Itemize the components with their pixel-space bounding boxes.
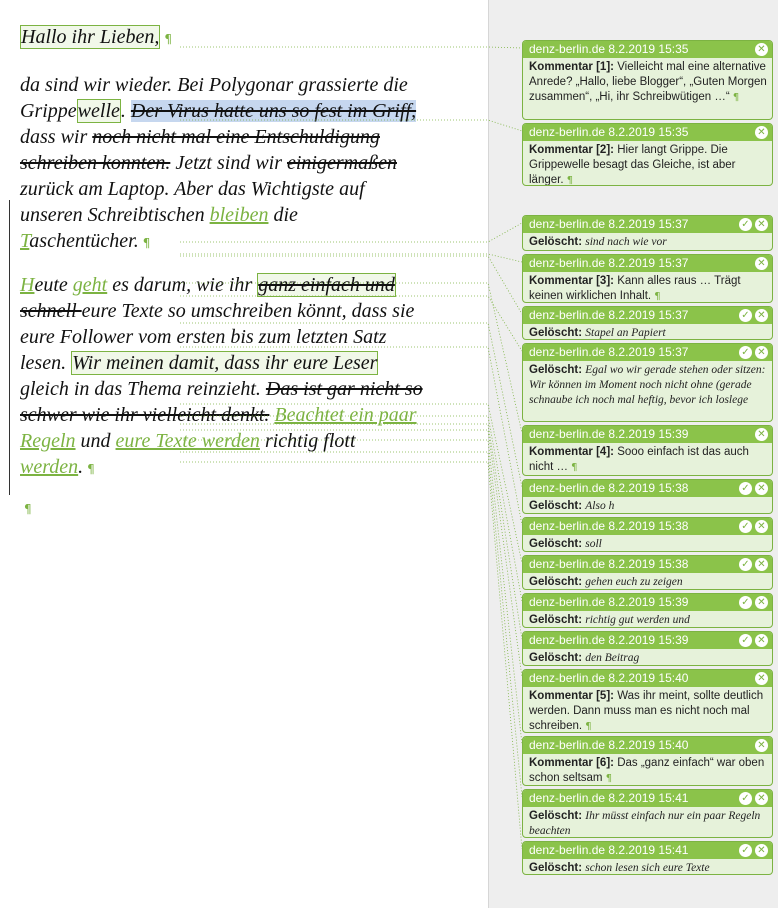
close-icon[interactable]: ✕ [755,844,768,857]
comment-body[interactable] [523,859,772,875]
comment-label: Gelöscht: [529,810,583,822]
deletion-card[interactable] [522,306,773,340]
comment-header [523,307,772,324]
comment-header [523,556,772,573]
connector-line [180,254,522,262]
close-icon[interactable]: ✕ [755,126,768,139]
connector-line [180,462,522,849]
comment-label: Kommentar [6]: [529,757,614,769]
comment-header [523,124,772,141]
comment-text: richtig gut werden und [585,614,690,626]
connector-line [180,416,522,601]
comment-author: denz-berlin.de 8.2.2019 15:38 [529,557,689,571]
check-icon[interactable]: ✓ [739,558,752,571]
pilcrow-icon: ¶ [582,721,592,732]
connector-line [180,223,522,242]
body-text[interactable]: die [268,204,298,226]
comment-body[interactable] [523,687,772,733]
close-icon[interactable]: ✕ [755,792,768,805]
comment-author: denz-berlin.de 8.2.2019 15:41 [529,791,689,805]
deletion-card[interactable] [522,215,773,251]
comment-text: Stapel an Papiert [585,327,666,339]
comment-body[interactable] [523,535,772,552]
connector-line [180,452,522,797]
comment-label: Gelöscht: [529,364,583,376]
connector-line [180,256,522,314]
inserted-text[interactable]: werden [20,456,79,478]
comment-label: Gelöscht: [529,327,583,339]
comment-author: denz-berlin.de 8.2.2019 15:37 [529,345,689,359]
comment-text: soll [585,538,602,550]
comment-body[interactable] [523,443,772,476]
body-text[interactable]: zurück am Laptop. Aber das Wichtigste auf [20,178,365,200]
comment-text: gehen euch zu zeigen [585,576,683,588]
comment-text: schon lesen sich eure Texte [585,862,710,874]
connector-line [180,440,522,744]
inserted-text[interactable]: bleiben [209,204,269,226]
check-icon[interactable]: ✓ [739,520,752,533]
connector-line [180,347,522,525]
comment-header [523,41,772,58]
comment-body[interactable] [523,573,772,590]
comment-body[interactable] [523,807,772,838]
comment-label: Gelöscht: [529,862,583,874]
deleted-text[interactable]: schnell [20,300,82,322]
body-text[interactable]: eute [34,274,73,296]
comment-card[interactable] [522,736,773,786]
comment-card[interactable] [522,40,773,120]
comment-author: denz-berlin.de 8.2.2019 15:38 [529,481,689,495]
body-text[interactable]: lesen. [20,352,72,374]
inserted-text[interactable]: Regeln [20,430,76,452]
comment-body[interactable] [523,233,772,251]
pilcrow-icon: ¶ [563,175,574,186]
deleted-text[interactable]: noch nicht mal eine Entschuldigung [92,126,380,148]
connector-line [180,430,522,677]
comment-card[interactable] [522,669,773,733]
comment-header [523,790,772,807]
comment-body[interactable] [523,324,772,340]
comment-text: Was ihr meint, sollte deutlich werden. Dann muss man es nicht noch mal schreiben. [529,690,764,732]
comment-label: Kommentar [2]: [529,144,614,156]
comment-body[interactable] [523,754,772,786]
comment-body[interactable] [523,649,772,666]
comment-label: Gelöscht: [529,652,583,664]
check-icon[interactable]: ✓ [739,596,752,609]
comment-text: Kann alles raus … Trägt keinen wirklichen Inhalt. [529,275,741,302]
comment-label: Kommentar [5]: [529,690,614,702]
comment-author: denz-berlin.de 8.2.2019 15:37 [529,256,689,270]
check-icon[interactable]: ✓ [739,792,752,805]
comment-author: denz-berlin.de 8.2.2019 15:35 [529,42,689,56]
comment-label: Kommentar [3]: [529,275,614,287]
body-text[interactable]: da sind wir wieder. Bei Polygonar grassierte die [20,74,408,96]
check-icon[interactable]: ✓ [739,309,752,322]
comment-header [523,344,772,361]
body-text[interactable]: Hallo ihr Lieben, [21,26,160,48]
connector-line [180,404,522,563]
body-text[interactable]: Grippe [20,100,77,122]
comment-card[interactable] [522,123,773,186]
connector-line [180,283,522,433]
deletion-card[interactable] [522,479,773,514]
close-icon[interactable]: ✕ [755,558,768,571]
body-text[interactable]: gleich in das Thema reinzieht. [20,378,266,400]
deletion-card[interactable] [522,593,773,628]
connector-line [180,47,522,48]
check-icon[interactable]: ✓ [739,634,752,647]
body-text[interactable]: eure Texte so umschreiben könnt, dass sie [81,300,415,322]
connector-line [180,424,522,639]
comment-label: Gelöscht: [529,500,583,512]
comment-label: Gelöscht: [529,538,583,550]
comment-text: Vielleicht mal eine alternative Anrede? „Hallo, liebe Blogger“, „Guten Morgen zusammen“, „Hi, ihr Schreibwütigen …“ [529,61,767,103]
close-icon[interactable]: ✕ [755,309,768,322]
connector-line [180,120,522,131]
body-text[interactable]: aschentücher. [29,230,139,252]
comment-body[interactable] [523,141,772,186]
body-text[interactable]: . [120,100,131,122]
inserted-text[interactable]: Beachtet ein paar [274,404,417,426]
body-text[interactable]: unseren Schreibtischen [20,204,210,226]
deletion-card[interactable] [522,631,773,666]
body-text[interactable]: . [78,456,84,478]
close-icon[interactable]: ✕ [755,520,768,533]
comment-header [523,842,772,859]
pilcrow-icon: ¶ [24,502,32,516]
comment-text: sind nach wie vor [585,236,667,248]
body-text[interactable]: Wir meinen damit, dass ihr eure Leser [72,352,378,374]
check-icon[interactable]: ✓ [739,844,752,857]
comment-label: Gelöscht: [529,576,583,588]
pilcrow-icon: ¶ [729,92,740,103]
comment-header [523,480,772,497]
close-icon[interactable]: ✕ [755,596,768,609]
close-icon[interactable]: ✕ [755,43,768,56]
inserted-text[interactable]: eure Texte werden [115,430,260,452]
deleted-text[interactable]: schwer wie ihr vielleicht denkt. [20,404,270,426]
comment-header [523,518,772,535]
pilcrow-icon: ¶ [602,773,613,784]
comment-header [523,255,772,272]
deleted-text[interactable]: einigermaßen [287,152,397,174]
comment-header [523,632,772,649]
deleted-text[interactable]: ganz einfach und [258,274,395,296]
comment-body[interactable] [523,611,772,628]
inserted-text[interactable]: H [20,274,35,296]
deleted-text[interactable]: schreiben konnten. [20,152,171,174]
close-icon[interactable]: ✕ [755,672,768,685]
close-icon[interactable]: ✕ [755,428,768,441]
comment-body[interactable] [523,361,772,411]
comment-label: Gelöscht: [529,236,583,248]
deleted-text[interactable]: Der Virus hatte uns so fest im Griff, [130,100,417,122]
comment-header [523,426,772,443]
deletion-card[interactable] [522,841,773,875]
comment-text: den Beitrag [585,652,640,664]
comment-text: Sooo einfach ist das auch nicht … [529,446,749,473]
deletion-card[interactable] [522,343,773,422]
close-icon[interactable]: ✕ [755,739,768,752]
pilcrow-icon: ¶ [164,32,172,46]
comment-text: Also h [585,500,615,512]
deletion-card[interactable] [522,789,773,838]
comment-card[interactable] [522,425,773,476]
comment-header [523,737,772,754]
comment-author: denz-berlin.de 8.2.2019 15:35 [529,125,689,139]
comment-header [523,670,772,687]
comment-body[interactable] [523,497,772,514]
pilcrow-icon: ¶ [568,462,578,473]
comment-author: denz-berlin.de 8.2.2019 15:37 [529,308,689,322]
body-text[interactable]: und [75,430,116,452]
check-icon[interactable]: ✓ [739,346,752,359]
comment-text: Das „ganz einfach“ war oben schon seltsam [529,757,765,784]
body-text[interactable]: welle [77,100,120,122]
comment-text: Hier langt Grippe. Die Grippewelle besagt das Gleiche, ist aber länger. [529,144,736,186]
comment-author: denz-berlin.de 8.2.2019 15:39 [529,633,689,647]
comment-label: Kommentar [1]: [529,61,614,73]
body-text[interactable]: richtig flott [259,430,356,452]
close-icon[interactable]: ✕ [755,634,768,647]
comment-text: Ihr müsst einfach nur ein paar Regeln beachten [529,810,761,837]
connector-line [180,296,522,351]
pilcrow-icon: ¶ [87,462,95,476]
close-icon[interactable]: ✕ [755,482,768,495]
comment-card[interactable] [522,254,773,303]
close-icon[interactable]: ✕ [755,257,768,270]
comment-author: denz-berlin.de 8.2.2019 15:40 [529,671,689,685]
inserted-text[interactable]: geht [72,274,108,296]
comment-header [523,594,772,611]
comment-author: denz-berlin.de 8.2.2019 15:38 [529,519,689,533]
close-icon[interactable]: ✕ [755,346,768,359]
comment-author: denz-berlin.de 8.2.2019 15:40 [529,738,689,752]
comment-label: Kommentar [4]: [529,446,614,458]
pilcrow-icon: ¶ [142,236,151,250]
comment-author: denz-berlin.de 8.2.2019 15:37 [529,217,689,231]
deleted-text[interactable]: Das ist gar nicht so [265,378,423,400]
comment-label: Gelöscht: [529,614,583,626]
inserted-text[interactable]: T [20,230,30,252]
body-text[interactable]: eure Follower vom ersten bis zum letzten Satz [20,326,387,348]
comment-body[interactable] [523,58,772,108]
body-text[interactable]: es darum, wie ihr [107,274,258,296]
pilcrow-icon: ¶ [651,291,661,302]
comment-author: denz-berlin.de 8.2.2019 15:39 [529,427,689,441]
deletion-card[interactable] [522,517,773,552]
check-icon[interactable]: ✓ [739,218,752,231]
body-text[interactable]: Jetzt sind wir [170,152,287,174]
comment-author: denz-berlin.de 8.2.2019 15:39 [529,595,689,609]
comment-header [523,216,772,233]
comment-author: denz-berlin.de 8.2.2019 15:41 [529,843,689,857]
comment-body[interactable] [523,272,772,303]
close-icon[interactable]: ✕ [755,218,768,231]
body-text[interactable]: dass wir [20,126,93,148]
comment-text: Egal wo wir gerade stehen oder sitzen: Wir können im Moment noch nicht ohne (gerade schnaube ich noch mal heftig, bevor ich loslege [529,364,766,406]
check-icon[interactable]: ✓ [739,482,752,495]
deletion-card[interactable] [522,555,773,590]
